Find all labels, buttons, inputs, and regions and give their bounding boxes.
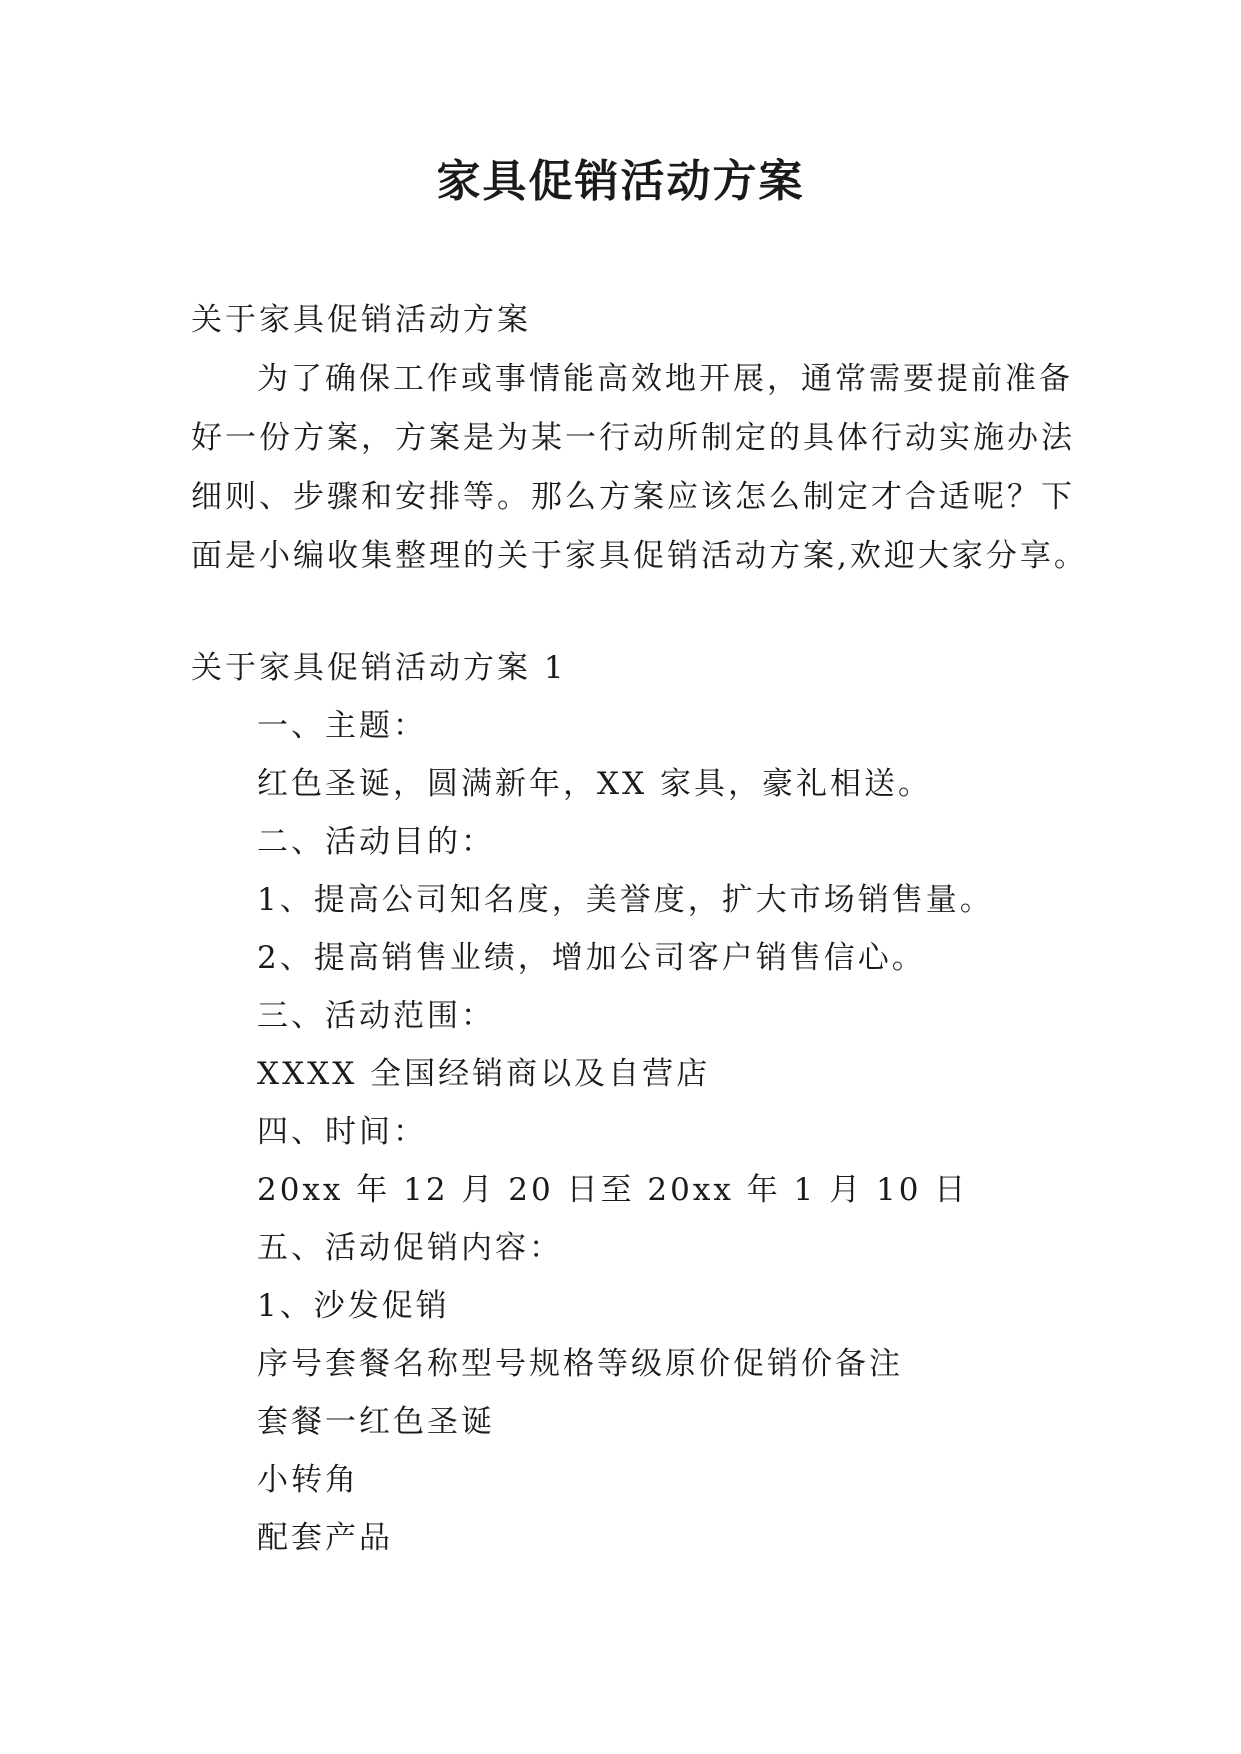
intro-line: 细则、步骤和安排等。那么方案应该怎么制定才合适呢？下 <box>191 479 1075 515</box>
list-item: 红色圣诞，圆满新年，XX 家具，豪礼相送。 <box>257 766 932 802</box>
list-item: 1、提高公司知名度，美誉度，扩大市场销售量。 <box>257 882 994 918</box>
list-item: 1、沙发促销 <box>257 1288 450 1324</box>
intro-line: 面是小编收集整理的关于家具促销活动方案,欢迎大家分享。 <box>191 538 1088 574</box>
list-item: 配套产品 <box>257 1520 393 1556</box>
list-item: 2、提高销售业绩，增加公司客户销售信心。 <box>257 940 926 976</box>
list-item: 一、主题： <box>257 708 427 744</box>
document-title: 家具促销活动方案 <box>436 156 805 207</box>
list-item: 序号套餐名称型号规格等级原价促销价备注 <box>257 1346 903 1382</box>
list-item: 小转角 <box>257 1462 359 1498</box>
list-item: 套餐一红色圣诞 <box>257 1404 495 1440</box>
document-subtitle: 关于家具促销活动方案 <box>191 302 531 338</box>
list-item: 三、活动范围： <box>257 998 495 1034</box>
intro-line: 为了确保工作或事情能高效地开展，通常需要提前准备 <box>257 361 1073 397</box>
list-item: 二、活动目的： <box>257 824 495 860</box>
list-item: 20xx 年 12 月 20 日至 20xx 年 1 月 10 日 <box>257 1172 969 1208</box>
list-item: XXXX 全国经销商以及自营店 <box>257 1056 711 1092</box>
intro-line: 好一份方案，方案是为某一行动所制定的具体行动实施办法 <box>191 420 1075 456</box>
list-item: 四、时间： <box>257 1114 427 1150</box>
list-item: 五、活动促销内容： <box>257 1230 563 1266</box>
intro-paragraph <box>191 350 1088 586</box>
section-heading: 关于家具促销活动方案 1 <box>191 650 567 686</box>
